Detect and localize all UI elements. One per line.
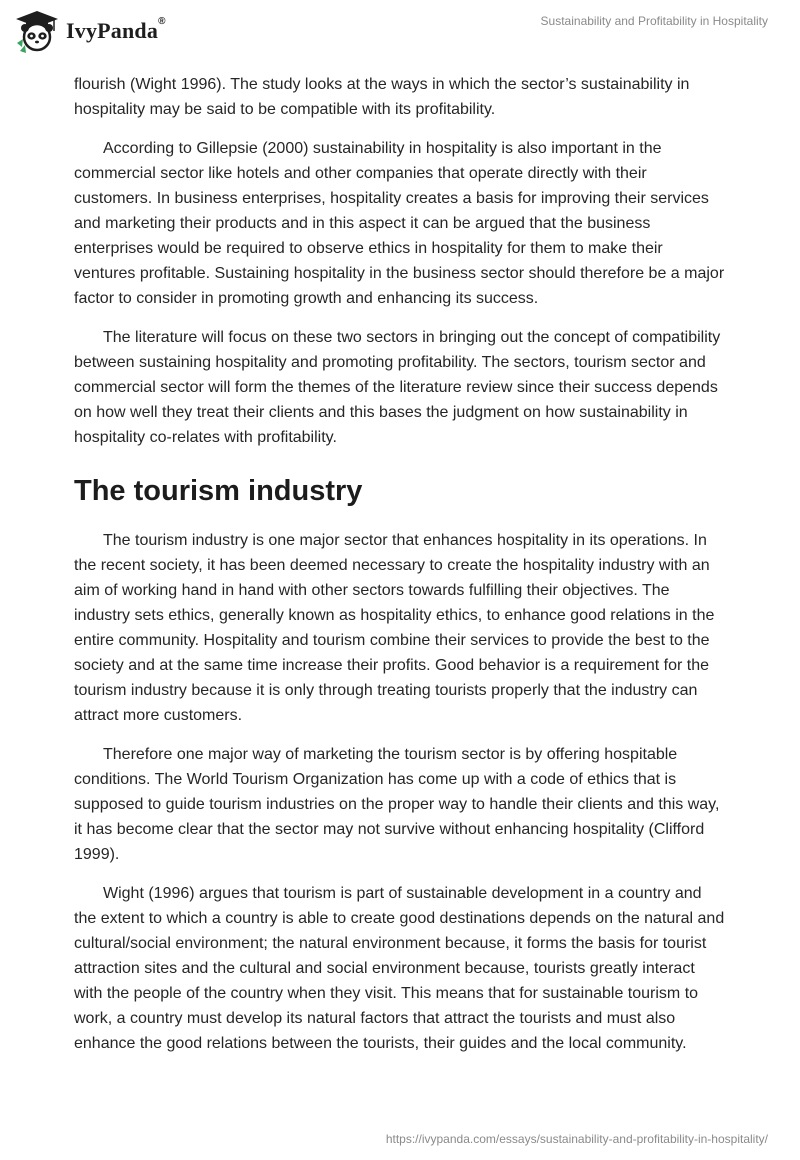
source-url[interactable]: https://ivypanda.com/essays/sustainability-and-profitability-in-hospitality/ [385,1132,768,1146]
registered-mark: ® [158,16,166,27]
paragraph: According to Gillepsie (2000) sustainability in hospitality is also important in the commercial sector like hotels and other companies that operate directly with their customers. In business enterprises, hospitality creates a basis for improving their services and marketing their products and in this aspect it can be argued that the business enterprises would be required to observe ethics in hospitality for them to make their ventures profitable. Sustaining hospitality in the business sector should therefore be a major factor to consider in promoting growth and enhancing its success. [74,140,725,307]
panda-graduate-icon [14,9,60,53]
paragraph: Therefore one major way of marketing the tourism sector is by offering hospitable conditions. The World Tourism Organization has come up with a code of ethics that is supposed to guide tourism industries on the proper way to handle their clients and this way, it has become clear that the sector may not survive without enhancing hospitality (Clifford 1999). [74,746,720,863]
brand-name: IvyPanda® [66,16,166,43]
document-title: Sustainability and Profitability in Hospitality [540,14,768,28]
paragraph: The literature will focus on these two sectors in bringing out the concept of compatibility between sustaining hospitality and promoting profitability. The sectors, tourism sector and commercial sector will form the themes of the literature review since their success depends on how well they treat their clients and this bases the judgment on how sustainability in hospitality co-relates with profitability. [74,329,721,446]
paragraph: Wight (1996) argues that tourism is part of sustainable development in a country and the extent to which a country is able to create good destinations depends on the natural and cultural/social environment; the natural environment because, it forms the basis for tourist attraction sites and the cultural and social environment because, tourists greatly interact with the people of the country when they visit. This means that for sustainable tourism to work, a country must develop its natural factors that attract the tourists and must also enhance the good relations between the tourists, their guides and the local community. [74,885,725,1052]
paragraph: The tourism industry is one major sector that enhances hospitality in its operations. In the recent society, it has been deemed necessary to create the hospitality industry with an aim of working hand in hand with other sectors towards fulfilling their objectives. The industry sets ethics, generally known as hospitality ethics, to enhance good relations in the entire community. Hospitality and tourism combine their services to provide the best to the society and at the same time increase their profits. Good behavior is a requirement for the tourism industry because it is only through treating tourists properly that the industry can attract more customers. [74,532,715,724]
essay-body [74,72,726,1070]
brand-logo[interactable] [14,8,166,54]
section-heading: The tourism industry [74,475,363,507]
page-header [0,0,800,60]
paragraph-continuation: flourish (Wight 1996). The study looks at the ways in which the sector’s sustainability in hospitality may be said to be compatible with its profitability. [74,76,690,118]
